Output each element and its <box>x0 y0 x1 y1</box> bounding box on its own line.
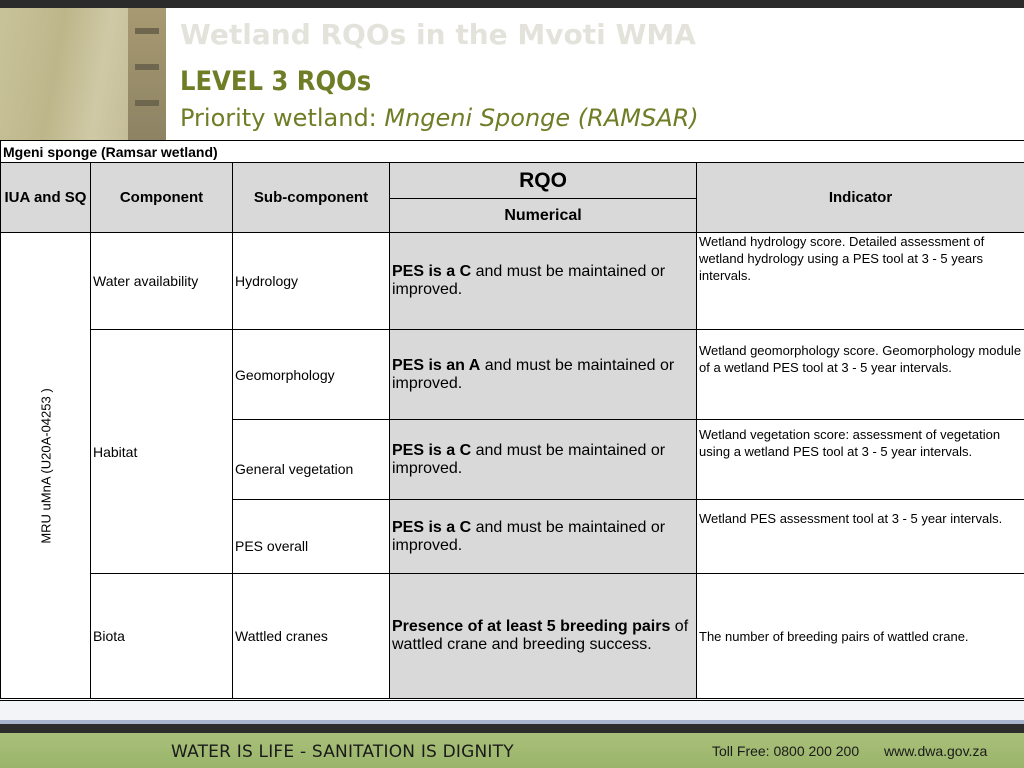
subcomponent-cell: Geomorphology <box>233 330 390 420</box>
level-title: LEVEL 3 RQOs <box>180 66 372 97</box>
header-row <box>1 163 1024 199</box>
indicator-cell: Wetland hydrology score. Detailed assessment of wetland hydrology using a PES tool at 3 - 5 years intervals. <box>697 233 1024 330</box>
rqo-cell: PES is a C and must be maintained or improved. <box>390 500 697 574</box>
header-indicator: Indicator <box>697 163 1024 233</box>
indicator-cell: The number of breeding pairs of wattled crane. <box>697 574 1024 699</box>
mru-label: MRU uMnA (U20A-04253 ) <box>38 387 53 544</box>
component-cell: Water availability <box>91 233 233 330</box>
header-photo <box>0 8 166 140</box>
header-component: Component <box>91 163 233 233</box>
table-row <box>1 233 1024 330</box>
header-numerical: Numerical <box>390 199 697 233</box>
ghost-title: Wetland RQOs in the Mvoti WMA <box>180 18 696 51</box>
component-cell: Biota <box>91 574 233 699</box>
subcomponent-cell: PES overall <box>233 500 390 574</box>
footer-bar <box>0 733 1024 768</box>
subcomponent-cell: Wattled cranes <box>233 574 390 699</box>
footer-gap <box>0 700 1024 721</box>
header-iua: IUA and SQ <box>1 163 91 233</box>
website-link[interactable]: www.dwa.gov.za <box>884 743 988 759</box>
subcomponent-cell: Hydrology <box>233 233 390 330</box>
header-rqo: RQO <box>390 163 697 199</box>
top-bar <box>0 0 1024 8</box>
rqo-cell: PES is a C and must be maintained or improved. <box>390 420 697 500</box>
priority-label: Priority wetland: <box>180 104 385 132</box>
table-row <box>1 330 1024 420</box>
footer-dark-bar <box>0 724 1024 733</box>
header-subcomponent: Sub-component <box>233 163 390 233</box>
subcomponent-cell: General vegetation <box>233 420 390 500</box>
toll-free: Toll Free: 0800 200 200 <box>712 743 860 759</box>
rqo-cell: PES is a C and must be maintained or improved. <box>390 233 697 330</box>
footer-slogan: WATER IS LIFE - SANITATION IS DIGNITY <box>171 742 514 762</box>
table-title: Mgeni sponge (Ramsar wetland) <box>1 141 1024 163</box>
rqo-cell: PES is an A and must be maintained or improved. <box>390 330 697 420</box>
priority-name: Mngeni Sponge (RAMSAR) <box>384 104 699 132</box>
rqo-cell: Presence of at least 5 breeding pairs of wattled crane and breeding success. <box>390 574 697 699</box>
component-cell: Habitat <box>91 330 233 574</box>
table-row <box>1 574 1024 699</box>
table-title-row <box>1 141 1024 163</box>
indicator-cell: Wetland vegetation score: assessment of vegetation using a wetland PES tool at 3 - 5 year intervals. <box>697 420 1024 500</box>
rqo-table <box>0 140 1024 699</box>
mru-cell <box>1 233 91 699</box>
indicator-cell: Wetland geomorphology score. Geomorphology module of a wetland PES tool at 3 - 5 year intervals. <box>697 330 1024 420</box>
indicator-cell: Wetland PES assessment tool at 3 - 5 year intervals. <box>697 500 1024 574</box>
priority-wetland-line <box>180 104 699 132</box>
